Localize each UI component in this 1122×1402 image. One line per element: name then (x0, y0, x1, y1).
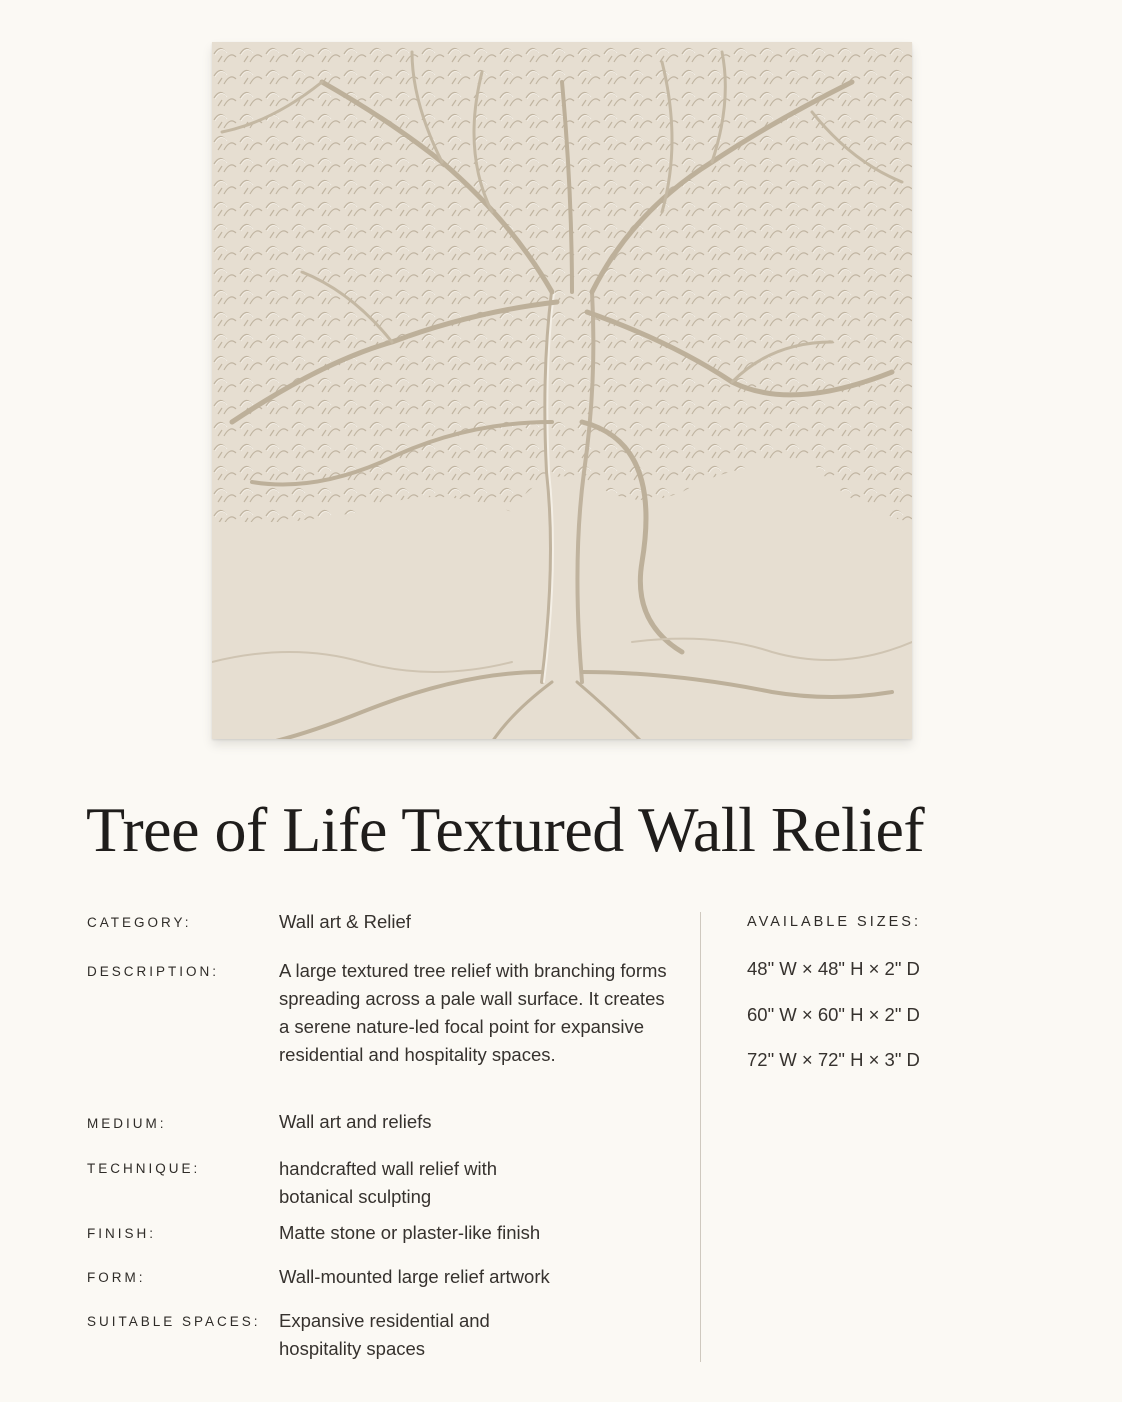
detail-value-medium: Wall art and reliefs (279, 1111, 432, 1132)
detail-label-form: FORM: (87, 1270, 146, 1285)
tree-relief-illustration (212, 42, 912, 739)
detail-label-description: DESCRIPTION: (87, 964, 220, 979)
detail-label-technique: TECHNIQUE: (87, 1161, 201, 1176)
detail-value-finish: Matte stone or plaster-like finish (279, 1222, 541, 1243)
size-option: 72" W × 72" H × 3" D (747, 1049, 920, 1070)
detail-value-suitable-spaces: Expansive residential and hospitality spaces (279, 1310, 490, 1359)
sizes-label: AVAILABLE SIZES: (747, 914, 921, 930)
detail-value-category: Wall art & Relief (279, 911, 411, 932)
detail-label-medium: MEDIUM: (87, 1116, 167, 1131)
column-divider (700, 912, 701, 1362)
detail-value-description: A large textured tree relief with branching forms spreading across a pale wall surface. It creates a serene nature-led focal point for expansive residential and hospitality spaces. (279, 960, 667, 1065)
detail-value-form: Wall-mounted large relief artwork (279, 1266, 550, 1287)
size-option: 60" W × 60" H × 2" D (747, 1004, 920, 1025)
detail-value-technique: handcrafted wall relief with botanical sculpting (279, 1158, 497, 1207)
size-option: 48" W × 48" H × 2" D (747, 958, 920, 979)
product-image-tree-relief (212, 42, 912, 739)
detail-label-category: CATEGORY: (87, 915, 192, 930)
detail-label-suitable-spaces: SUITABLE SPACES: (87, 1314, 261, 1329)
product-title: Tree of Life Textured Wall Relief (86, 794, 925, 865)
detail-label-finish: FINISH: (87, 1226, 157, 1241)
